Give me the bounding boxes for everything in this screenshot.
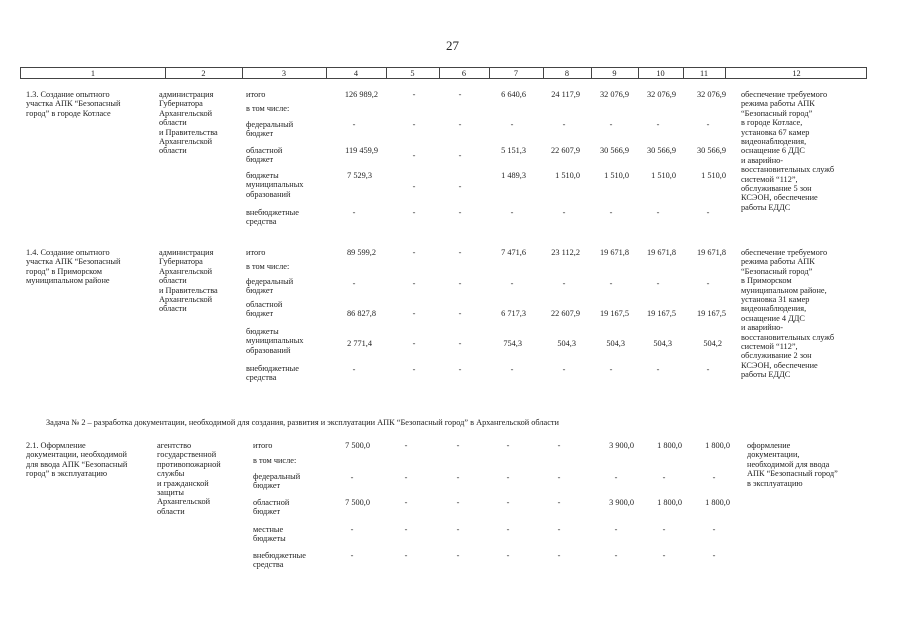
value-cell: - (510, 279, 514, 288)
value-cell: 1 800,0 (705, 441, 730, 450)
value-cell: 1 510,0 (604, 171, 629, 180)
col-number: 12 (792, 69, 801, 78)
value-cell: 119 459,9 (345, 146, 378, 155)
executor: администрация Губернатора Архангельской области и Правительства Архангельской области (159, 90, 218, 156)
value-cell: - (557, 551, 561, 560)
value-cell: - (412, 120, 416, 129)
page-number: 27 (446, 38, 459, 53)
value-cell: - (557, 525, 561, 534)
value-cell: - (506, 441, 510, 450)
source-including: в том числе: (246, 104, 290, 113)
value-cell: - (712, 525, 716, 534)
value-cell: - (506, 551, 510, 560)
value-cell: - (458, 182, 462, 191)
col-number: 11 (700, 69, 708, 78)
value-cell: - (557, 473, 561, 482)
value-cell: 754,3 (503, 339, 522, 348)
source-local: местные бюджеты (253, 525, 286, 544)
value-cell: 30 566,9 (599, 146, 629, 155)
col-number: 10 (656, 69, 665, 78)
value-cell: - (656, 120, 660, 129)
value-cell: - (412, 151, 416, 160)
value-cell: - (706, 365, 710, 374)
value-cell: - (706, 208, 710, 217)
value-cell: - (404, 525, 408, 534)
value-cell: 24 117,9 (551, 90, 580, 99)
value-cell: 5 151,3 (501, 146, 526, 155)
value-cell: - (609, 279, 613, 288)
value-cell: - (662, 525, 666, 534)
value-cell: 504,2 (703, 339, 722, 348)
value-cell: - (562, 279, 566, 288)
col-number: 4 (353, 69, 359, 78)
value-cell: - (404, 551, 408, 560)
value-cell: - (456, 525, 460, 534)
value-cell: - (609, 120, 613, 129)
value-cell: - (609, 365, 613, 374)
value-cell: - (350, 551, 354, 560)
value-cell: - (412, 248, 416, 257)
value-cell: 19 167,5 (599, 309, 629, 318)
source-federal: федеральный бюджет (246, 120, 294, 139)
value-cell: - (404, 498, 408, 507)
value-cell: - (412, 309, 416, 318)
source-extrabudget: внебюджетные средства (253, 551, 306, 570)
expected-result: обеспечение требуемого режима работы АПК “Безопасный город” в Приморском муниципальном районе, установка 31 камер видеонаблюдения, оснащение 4 ДДС и аварийно- восстановительных служб системой “112”, обслуживание 2 зон КСЭОН, обеспечение работы ЕДДС (741, 248, 835, 380)
value-cell: - (614, 473, 618, 482)
source-total: итого (246, 90, 266, 99)
value-cell: - (562, 365, 566, 374)
measure-name: 1.4. Создание опытного участка АПК “Безопасный город” в Приморском муниципальном районе (26, 248, 121, 286)
source-extrabudget: внебюджетные средства (246, 364, 299, 383)
value-cell: - (662, 473, 666, 482)
value-cell: 3 900,0 (609, 441, 634, 450)
value-cell: - (458, 279, 462, 288)
measure-name: 2.1. Оформление документации, необходимой для ввода АПК “Безопасный город” в эксплуатацию (26, 441, 128, 479)
value-cell: 19 671,8 (646, 248, 676, 257)
value-cell: 7 500,0 (345, 441, 370, 450)
value-cell: 1 489,3 (501, 171, 526, 180)
value-cell: - (557, 498, 561, 507)
value-cell: 19 671,8 (696, 248, 726, 257)
value-cell: - (404, 473, 408, 482)
value-cell: 2 771,4 (347, 339, 372, 348)
value-cell: 89 599,2 (346, 248, 376, 257)
value-cell: - (706, 279, 710, 288)
value-cell: - (557, 441, 561, 450)
value-cell: - (656, 365, 660, 374)
value-cell: - (458, 90, 462, 99)
source-extrabudget: внебюджетные средства (246, 208, 299, 227)
source-regional: областной бюджет (246, 146, 283, 165)
value-cell: - (506, 473, 510, 482)
col-number: 9 (612, 69, 617, 78)
col-number: 7 (513, 69, 519, 78)
measure-name: 1.3. Создание опытного участка АПК “Безопасный город” в городе Котласе (26, 90, 121, 118)
value-cell: - (712, 473, 716, 482)
value-cell: 504,3 (557, 339, 576, 348)
value-cell: - (412, 279, 416, 288)
value-cell: - (458, 339, 462, 348)
value-cell: - (456, 441, 460, 450)
executor: администрация Губернатора Архангельской области и Правительства Архангельской области (159, 248, 218, 314)
value-cell: - (458, 208, 462, 217)
source-municipal: бюджеты муниципальных образований (246, 327, 304, 355)
value-cell: - (506, 498, 510, 507)
value-cell: 19 167,5 (646, 309, 676, 318)
value-cell: - (562, 208, 566, 217)
value-cell: 126 989,2 (344, 90, 378, 99)
value-cell: - (350, 473, 354, 482)
value-cell: 1 800,0 (657, 441, 682, 450)
value-cell: - (404, 441, 408, 450)
col-number: 6 (461, 69, 467, 78)
value-cell: - (412, 182, 416, 191)
value-cell: - (350, 525, 354, 534)
value-cell: 32 076,9 (599, 90, 629, 99)
value-cell: 22 607,9 (550, 146, 580, 155)
value-cell: - (458, 151, 462, 160)
value-cell: 7 529,3 (347, 171, 372, 180)
value-cell: 1 510,0 (555, 171, 580, 180)
value-cell: 30 566,9 (646, 146, 676, 155)
expected-result: оформление документации, необходимой для ввода АПК “Безопасный город” в эксплуатацию (747, 441, 838, 488)
source-regional: областной бюджет (246, 300, 283, 319)
value-cell: 19 671,8 (599, 248, 629, 257)
col-number: 8 (564, 69, 570, 78)
value-cell: 30 566,9 (696, 146, 726, 155)
value-cell: 1 510,0 (651, 171, 676, 180)
value-cell: 7 471,6 (501, 248, 526, 257)
value-cell: - (352, 279, 356, 288)
source-federal: федеральный бюджет (253, 472, 301, 491)
value-cell: 6 640,6 (501, 90, 526, 99)
column-number-header (20, 67, 867, 79)
value-cell: 86 827,8 (346, 309, 376, 318)
value-cell: - (506, 525, 510, 534)
value-cell: - (562, 120, 566, 129)
value-cell: - (510, 365, 514, 374)
value-cell: - (458, 120, 462, 129)
value-cell: - (458, 309, 462, 318)
value-cell: - (412, 365, 416, 374)
value-cell: - (656, 279, 660, 288)
value-cell: 504,3 (606, 339, 625, 348)
value-cell: 1 510,0 (701, 171, 726, 180)
value-cell: 22 607,9 (550, 309, 580, 318)
value-cell: - (456, 498, 460, 507)
value-cell: - (412, 339, 416, 348)
source-including: в том числе: (246, 262, 290, 271)
source-including: в том числе: (253, 456, 297, 465)
task-heading: Задача № 2 – разработка документации, необходимой для создания, развития и эксплуатации АПК “Безопасный город” в Архангельской области (46, 418, 559, 427)
value-cell: 19 167,5 (696, 309, 726, 318)
col-number: 5 (410, 69, 415, 78)
value-cell: - (609, 208, 613, 217)
value-cell: - (412, 208, 416, 217)
value-cell: - (662, 551, 666, 560)
expected-result: обеспечение требуемого режима работы АПК “Безопасный город” в городе Котласе, установка 67 камер видеонаблюдения, оснащение 6 ДДС и аварийно- восстановительных служб системой “112”, обслуживание 5 зон КСЭОН, обеспечение работы ЕДДС (741, 90, 835, 212)
value-cell: - (656, 208, 660, 217)
value-cell: - (712, 551, 716, 560)
value-cell: - (614, 551, 618, 560)
value-cell: 6 717,3 (501, 309, 526, 318)
value-cell: - (456, 473, 460, 482)
value-cell: 23 112,2 (551, 248, 580, 257)
value-cell: - (510, 120, 514, 129)
value-cell: - (352, 365, 356, 374)
value-cell: 7 500,0 (345, 498, 370, 507)
value-cell: - (614, 525, 618, 534)
value-cell: - (412, 90, 416, 99)
value-cell: - (458, 248, 462, 257)
value-cell: 1 800,0 (705, 498, 730, 507)
source-total: итого (246, 248, 266, 257)
source-municipal: бюджеты муниципальных образований (246, 171, 304, 199)
value-cell: - (352, 208, 356, 217)
value-cell: - (510, 208, 514, 217)
col-number: 1 (90, 69, 96, 78)
source-regional: областной бюджет (253, 498, 290, 517)
value-cell: - (352, 120, 356, 129)
value-cell: - (456, 551, 460, 560)
col-number: 2 (201, 69, 206, 78)
value-cell: - (706, 120, 710, 129)
source-total: итого (253, 441, 273, 450)
value-cell: 32 076,9 (646, 90, 676, 99)
executor: агентство государственной противопожарной службы и гражданской защиты Архангельской области (157, 441, 221, 516)
value-cell: 504,3 (653, 339, 672, 348)
source-federal: федеральный бюджет (246, 277, 294, 296)
col-number: 3 (281, 69, 287, 78)
value-cell: 32 076,9 (696, 90, 726, 99)
value-cell: 1 800,0 (657, 498, 682, 507)
value-cell: - (458, 365, 462, 374)
value-cell: 3 900,0 (609, 498, 634, 507)
